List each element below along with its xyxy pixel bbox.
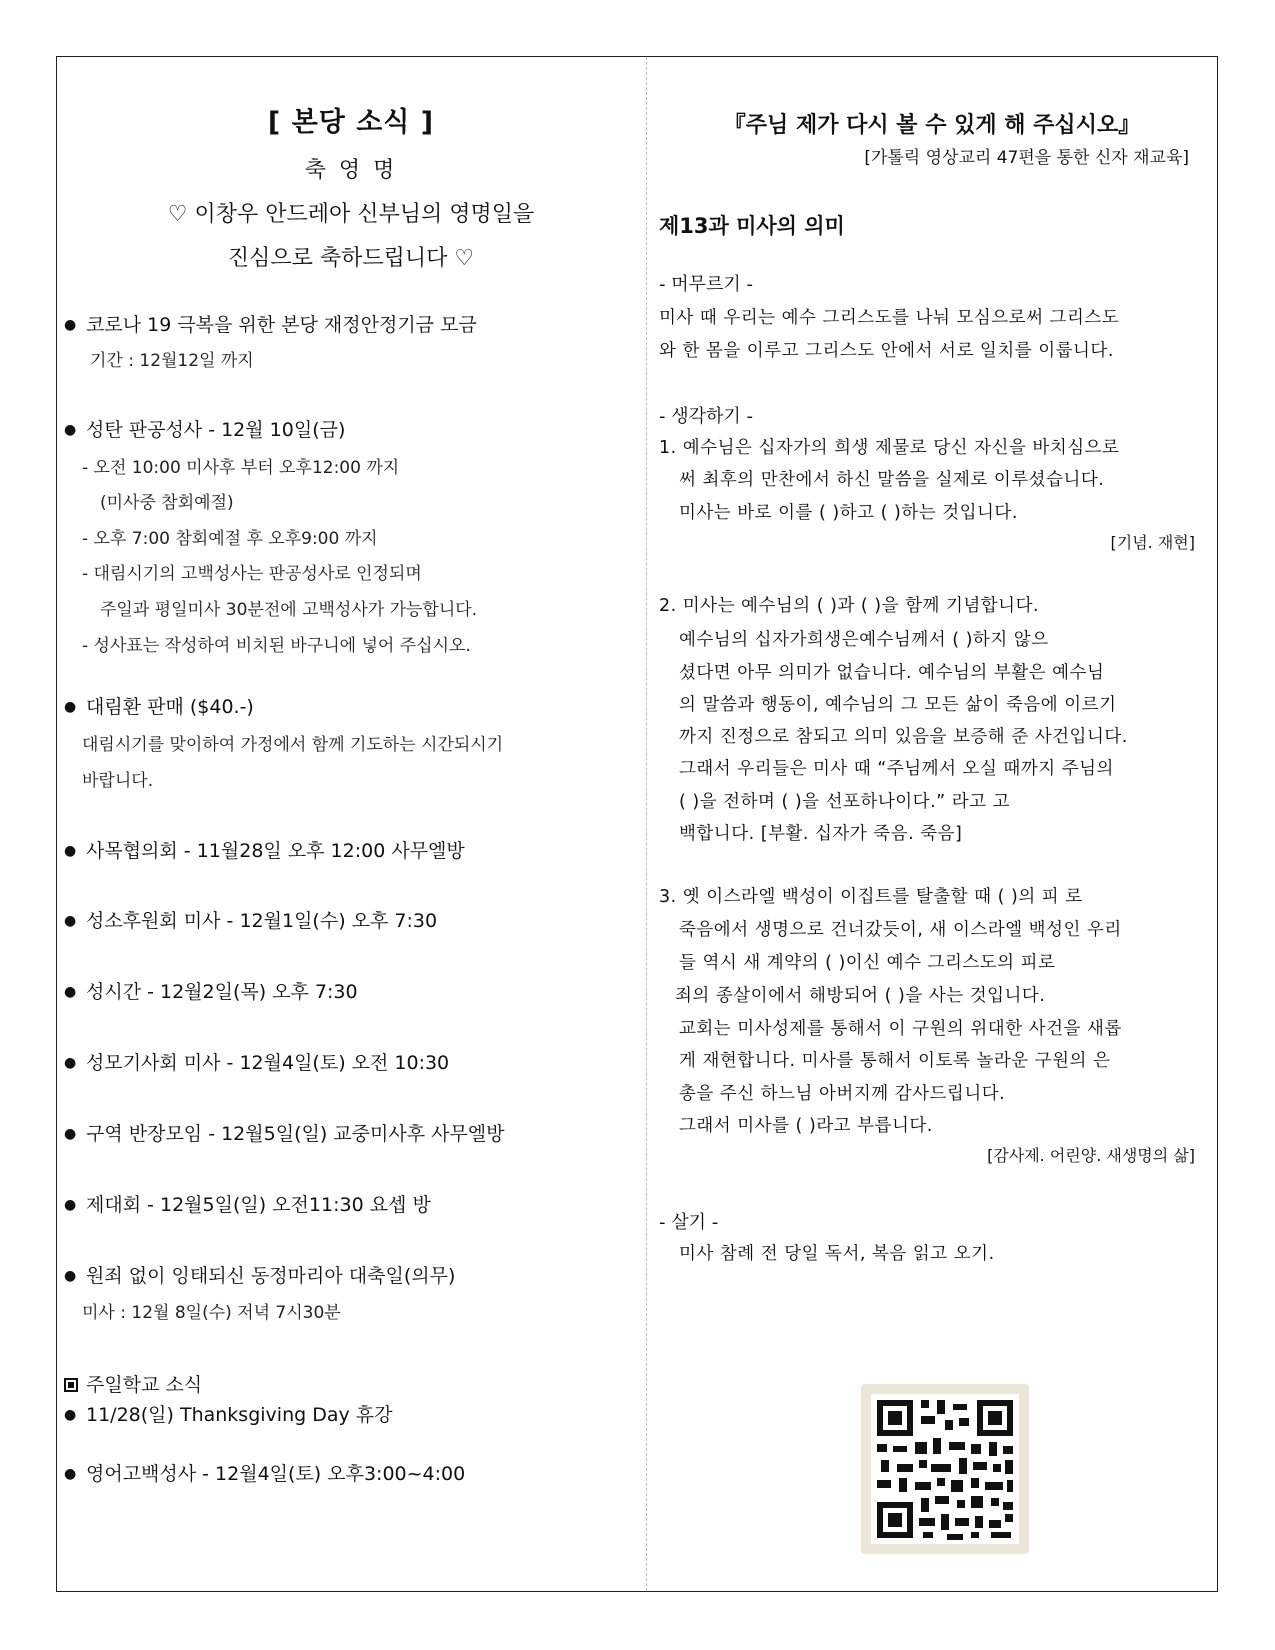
news-item-immaculate-conception [64, 1261, 455, 1288]
question-3-line: 죽음에서 생명으로 건너갔듯이, 새 이스라엘 백성인 우리 [679, 920, 1122, 940]
stay-text: 미사 때 우리는 예수 그리스도를 나눠 모심으로써 그리스도 [659, 308, 1120, 328]
news-item-title: 제대회 - 12월5일(일) 오전11:30 요셉 방 [86, 1194, 431, 1216]
question-1-answer: [기념. 재현] [1110, 533, 1195, 552]
question-2-line: 까지 진정으로 참되고 의미 있음을 보증해 준 사건입니다. [679, 727, 1128, 747]
bullet-icon: ● [64, 1407, 77, 1423]
bullet-icon: ● [64, 913, 77, 929]
news-item-legion-mass [64, 1048, 449, 1075]
news-item-title: 원죄 없이 잉태되신 동정마리아 대축일(의무) [86, 1265, 456, 1287]
question-1-line: 써 최후의 만찬에서 하신 말씀을 실제로 이루셨습니다. [679, 470, 1105, 490]
bullet-icon: ● [64, 1466, 77, 1482]
bullet-icon: ● [64, 699, 77, 715]
question-2-line: 백합니다. [부활. 십자가 죽음. 죽음] [679, 824, 963, 844]
sunday-school-item: ● 영어고백성사 - 12월4일(토) 오후3:00~4:00 [64, 1463, 466, 1485]
bullet-icon: ● [64, 1126, 77, 1142]
stay-label: - 머무르기 - [659, 274, 753, 295]
news-item-detail: 대림시기를 맞이하여 가정에서 함께 기도하는 시간되시기 [82, 735, 504, 755]
bullet-icon: ● [64, 1197, 77, 1213]
news-item-confession [64, 415, 345, 442]
question-3-line: 그래서 미사를 ( )라고 부릅니다. [679, 1116, 933, 1136]
news-item-title: 성소후원회 미사 - 12월1일(수) 오후 7:30 [86, 910, 438, 932]
question-3-line: 교회는 미사성제를 통해서 이 구원의 위대한 사건을 새롭 [679, 1019, 1122, 1039]
news-item-detail: (미사중 참회예절) [100, 493, 234, 513]
news-item-fund [64, 310, 477, 337]
news-item-title: 성시간 - 12월2일(목) 오후 7:30 [86, 981, 358, 1003]
congrats-heading: 축 영 명 [304, 158, 398, 183]
news-item-detail: 바랍니다. [82, 771, 154, 791]
news-item-detail: 미사 : 12월 8일(수) 저녁 7시30분 [82, 1303, 341, 1323]
question-1-line: 미사는 바로 이를 ( )하고 ( )하는 것입니다. [679, 503, 1018, 523]
catechism-title: 『주님 제가 다시 볼 수 있게 해 주십시오』 [723, 113, 1141, 138]
question-2-line: ( )을 전하며 ( )을 선포하나이다.” 라고 고 [679, 792, 1011, 812]
question-1-line: 1. 예수님은 십자가의 희생 제물로 당신 자신을 바치심으로 [659, 438, 1120, 458]
news-item-detail: - 성사표는 작성하여 비치된 바구니에 넣어 주십시오. [82, 636, 471, 656]
bullet-icon: ● [64, 1268, 77, 1284]
bullet-icon: ● [64, 317, 77, 333]
catechism-subtitle: [가톨릭 영상교리 47편을 통한 신자 재교육] [864, 148, 1189, 168]
question-3-answer: [감사제. 어린양. 새생명의 삶] [987, 1146, 1195, 1165]
bullet-icon: ● [64, 1055, 77, 1071]
qr-code-image [861, 1384, 1029, 1554]
sunday-school-item: ● 11/28(일) Thanksgiving Day 휴강 [64, 1404, 393, 1426]
column-divider [646, 57, 647, 1591]
news-item-title: 구역 반장모임 - 12월5일(일) 교중미사후 사무엘방 [86, 1123, 505, 1145]
news-item-detail: 기간 : 12월12일 까지 [90, 351, 254, 371]
news-item-advent-wreath [64, 692, 254, 719]
question-3-line: 들 역시 새 계약의 ( )이신 예수 그리스도의 피로 [679, 953, 1056, 973]
news-item-title: 코로나 19 극복을 위한 본당 재정안정기금 모금 [86, 314, 477, 336]
question-2-line: 셨다면 아무 의미가 없습니다. 예수님의 부활은 예수님 [679, 663, 1105, 683]
parish-news-title: [ 본당 소식 ] [267, 107, 435, 138]
page-frame [56, 56, 1218, 1592]
news-item-detail: 주일과 평일미사 30분전에 고백성사가 가능합니다. [100, 600, 478, 620]
question-2-line: 그래서 우리들은 미사 때 “주님께서 오실 때까지 주님의 [679, 759, 1114, 779]
news-item-vocation-mass [64, 906, 437, 933]
question-2-line: 2. 미사는 예수님의 ( )과 ( )을 함께 기념합니다. [659, 596, 1040, 616]
sunday-school-heading: 주일학교 소식 [64, 1370, 202, 1397]
bullet-icon: ● [64, 984, 77, 1000]
bullet-icon: ● [64, 843, 77, 859]
news-item-pastoral-council [64, 836, 465, 863]
congrats-line-1: ♡ 이창우 안드레아 신부님의 영명일을 [167, 202, 535, 227]
think-label: - 생각하기 - [659, 406, 753, 427]
stay-text: 와 한 몸을 이루고 그리스도 안에서 서로 일치를 이룹니다. [659, 341, 1114, 361]
qr-code-icon [871, 1394, 1019, 1544]
bullet-icon: ● [64, 422, 77, 438]
news-item-detail: - 오후 7:00 참회예절 후 오후9:00 까지 [82, 529, 378, 549]
question-3-line: 게 재현합니다. 미사를 통해서 이토록 놀라운 구원의 은 [679, 1051, 1111, 1071]
question-3-line: 총을 주신 하느님 아버지께 감사드립니다. [679, 1084, 1006, 1104]
news-item-district-meeting [64, 1119, 505, 1146]
question-3-line: 죄의 종살이에서 해방되어 ( )을 사는 것입니다. [675, 986, 1046, 1006]
news-item-title: 성탄 판공성사 - 12월 10일(금) [86, 419, 346, 441]
lesson-title: 제13과 미사의 의미 [659, 214, 845, 238]
question-2-line: 예수님의 십자가희생은예수님께서 ( )하지 않으 [679, 630, 1049, 650]
news-item-title: 성모기사회 미사 - 12월4일(토) 오전 10:30 [86, 1052, 450, 1074]
square-bullet-icon [64, 1378, 78, 1392]
news-item-title: 사목협의회 - 11월28일 오후 12:00 사무엘방 [86, 840, 465, 862]
news-item-detail: - 대림시기의 고백성사는 판공성사로 인정되며 [82, 564, 422, 584]
live-label: - 살기 - [659, 1212, 719, 1233]
news-item-detail: - 오전 10:00 미사후 부터 오후12:00 까지 [82, 458, 400, 478]
news-item-title: 대림환 판매 ($40.-) [86, 696, 254, 718]
live-text: 미사 참례 전 당일 독서, 복음 읽고 오기. [679, 1244, 995, 1264]
news-item-holy-hour [64, 977, 358, 1004]
question-2-line: 의 말씀과 행동이, 예수님의 그 모든 삶이 죽음에 이르기 [679, 695, 1117, 715]
question-3-line: 3. 옛 이스라엘 백성이 이집트를 탈출할 때 ( )의 피 로 [659, 887, 1083, 907]
news-item-altar-society [64, 1190, 431, 1217]
congrats-line-2: 진심으로 축하드립니다 ♡ [227, 246, 475, 271]
